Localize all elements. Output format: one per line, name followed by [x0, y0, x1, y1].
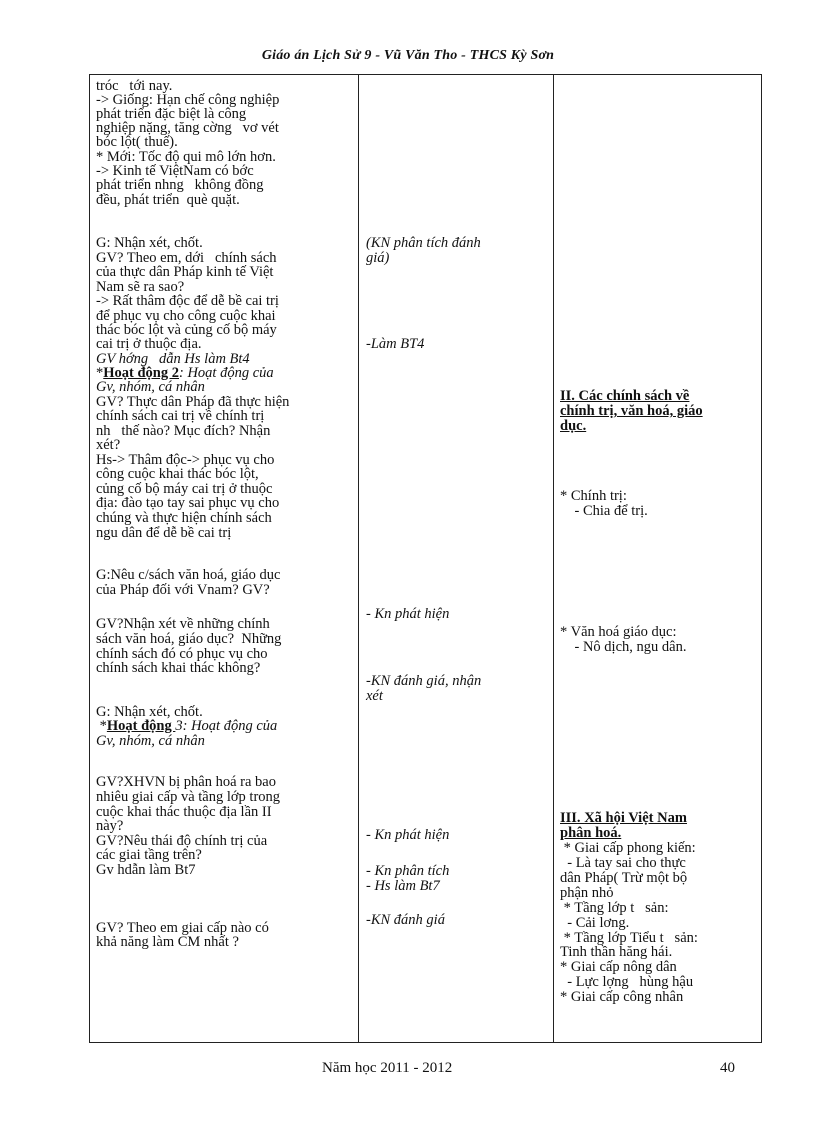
text-line: GV? Theo em, dới chính sách: [96, 250, 277, 266]
text-line: - Hs làm Bt7: [366, 878, 440, 894]
text-line: chính trị, văn hoá, giáo: [560, 403, 703, 419]
text-line: - Kn phát hiện: [366, 827, 450, 843]
text-line: -> Kinh tế ViệtNam có bớc: [96, 163, 254, 179]
text-line: Hs-> Thâm độc-> phục vụ cho: [96, 452, 275, 468]
text-line: * Chính trị:: [560, 488, 627, 504]
text-line: -> Giống: Hạn chế công nghiệp: [96, 92, 280, 108]
text-line: *Hoạt động 2: Hoạt động của: [96, 365, 274, 381]
text-line: củng cố bộ máy cai trị ở thuộc: [96, 481, 273, 497]
text-line: - Kn phân tích: [366, 863, 450, 879]
text-line: - Cải lơng.: [560, 915, 630, 931]
text-line: -Làm BT4: [366, 336, 425, 352]
text-line: GV? Theo em giai cấp nào có: [96, 920, 269, 936]
text-line: chính sách khai thác không?: [96, 660, 261, 676]
school-year: Năm học 2011 - 2012: [322, 1060, 453, 1076]
text-line: của thực dân Pháp kinh tế Việt: [96, 264, 274, 280]
text-line: của Pháp đối với Vnam? GV?: [96, 582, 270, 598]
text-line: -KN đánh giá: [366, 912, 445, 928]
text-line: phát triển nhng không đồng: [96, 177, 264, 193]
text-line: nhiêu giai cấp và tầng lớp trong: [96, 789, 281, 805]
text-line: đều, phát triển què quặt.: [96, 192, 240, 208]
text-line: GV?XHVN bị phân hoá ra bao: [96, 774, 276, 790]
text-line: dục.: [560, 418, 587, 434]
text-line: chúng và thực hiện chính sách: [96, 510, 272, 526]
text-line: sách văn hoá, giáo dục? Những: [96, 631, 282, 647]
text-line: địa: đào tạo tay sai phục vụ cho: [96, 495, 280, 511]
text-line: (KN phân tích đánh: [366, 235, 481, 251]
text-line: III. Xã hội Việt Nam: [560, 810, 687, 826]
text-line: phận nhỏ: [560, 885, 614, 901]
text-line: * Tầng lớp t sản:: [560, 900, 669, 916]
text-line: các giai tầng trên?: [96, 847, 202, 863]
text-line: phân hoá.: [560, 825, 622, 841]
text-line: Nam sẽ ra sao?: [96, 279, 185, 295]
text-line: -KN đánh giá, nhận: [366, 673, 482, 689]
text-line: G: Nhận xét, chốt.: [96, 704, 203, 720]
text-line: khả năng làm CM nhất ?: [96, 934, 239, 950]
text-line: * Giai cấp nông dân: [560, 959, 677, 975]
text-line: GV hớng dẫn Hs làm Bt4: [96, 351, 250, 367]
text-line: Tinh thần hăng hái.: [560, 944, 673, 960]
column-divider: [553, 75, 554, 1042]
text-line: - Là tay sai cho thực: [560, 855, 686, 871]
text-line: phát triển đặc biệt là công: [96, 106, 247, 122]
text-line: cai trị ở thuộc địa.: [96, 336, 202, 352]
text-line: thác bóc lột và củng cố bộ máy: [96, 322, 277, 338]
text-line: dân Pháp( Trừ một bộ: [560, 870, 688, 886]
text-line: * Giai cấp công nhân: [560, 989, 684, 1005]
text-line: tróc tới nay.: [96, 78, 173, 94]
column-divider: [358, 75, 359, 1042]
text-line: chính sách đó có phục vụ cho: [96, 646, 268, 662]
text-line: xét: [366, 688, 383, 704]
text-line: *Hoạt động 3: Hoạt động của: [96, 718, 278, 734]
text-line: GV?Nhận xét về những chính: [96, 616, 270, 632]
text-line: Gv, nhóm, cá nhân: [96, 733, 205, 749]
text-line: - Lực lợng hùng hậu: [560, 974, 694, 990]
text-line: G: Nhận xét, chốt.: [96, 235, 203, 251]
text-line: -> Rất thâm độc để dễ bề cai trị: [96, 293, 279, 309]
text-line: - Chia để trị.: [560, 503, 648, 519]
text-line: * Mới: Tốc độ qui mô lớn hơn.: [96, 149, 276, 165]
text-line: giá): [366, 250, 390, 266]
text-line: nh thế nào? Mục đích? Nhận: [96, 423, 271, 439]
text-line: GV?Nêu thái độ chính trị của: [96, 833, 268, 849]
text-line: nghiệp nặng, tăng cờng vơ vét: [96, 120, 279, 136]
text-line: ngu dân để dễ bề cai trị: [96, 525, 232, 541]
text-line: * Giai cấp phong kiến:: [560, 840, 696, 856]
text-line: - Kn phát hiện: [366, 606, 450, 622]
text-line: cuộc khai thác thuộc địa lần II: [96, 804, 272, 820]
text-line: công cuộc khai thác bóc lột,: [96, 466, 259, 482]
text-line: xét?: [96, 437, 121, 453]
lesson-table: [89, 74, 762, 1043]
text-line: - Nô dịch, ngu dân.: [560, 639, 687, 655]
text-line: Gv hdẫn làm Bt7: [96, 862, 196, 878]
page-number: 40: [720, 1060, 735, 1076]
text-line: bóc lột( thuế).: [96, 134, 178, 150]
text-line: II. Các chính sách về: [560, 388, 690, 404]
text-line: chính sách cai trị về chính trị: [96, 408, 265, 424]
text-line: Gv, nhóm, cá nhân: [96, 379, 205, 395]
text-line: G:Nêu c/sách văn hoá, giáo dục: [96, 567, 281, 583]
page-header: Giáo án Lịch Sử 9 - Vũ Văn Tho - THCS Kỳ Sơn: [261, 48, 555, 63]
text-line: này?: [96, 818, 124, 834]
text-line: * Văn hoá giáo dục:: [560, 624, 677, 640]
text-line: * Tầng lớp Tiểu t sản:: [560, 930, 698, 946]
text-line: GV? Thực dân Pháp đã thực hiện: [96, 394, 290, 410]
text-line: để phục vụ cho công cuộc khai: [96, 308, 276, 324]
